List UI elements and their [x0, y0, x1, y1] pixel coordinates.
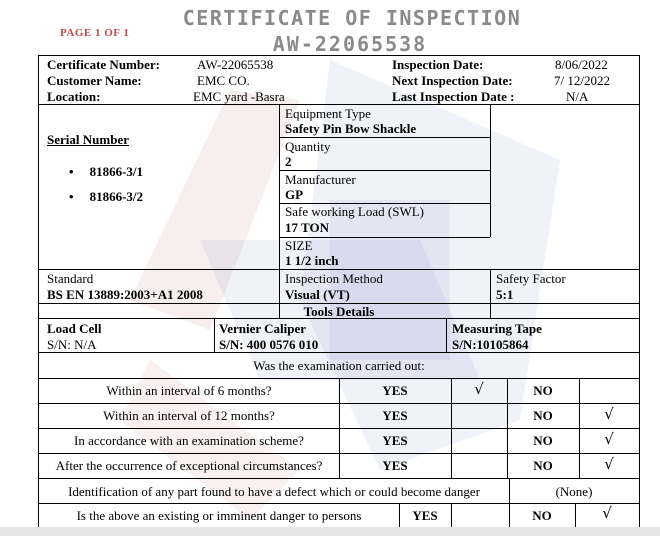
divider	[579, 378, 580, 478]
inspection-date-value: 8/06/2022	[555, 57, 608, 72]
page-label: PAGE 1 OF 1	[60, 27, 130, 39]
inspection-method-label: Inspection Method	[285, 271, 383, 286]
divider	[451, 378, 452, 478]
yes-label: YES	[382, 383, 408, 398]
serial-number-label: Serial Number	[47, 132, 129, 147]
yes-label: YES	[382, 433, 408, 448]
swl-label: Safe working Load (SWL)	[285, 204, 424, 219]
defect-answer: (None)	[555, 484, 593, 499]
manufacturer-value: GP	[285, 187, 304, 202]
cert-number-value: AW-22065538	[197, 57, 274, 72]
certificate-title: CERTIFICATE OF INSPECTION	[182, 6, 522, 30]
defect-question: Identification of any part found to have a defect which or could become danger	[68, 484, 480, 499]
equipment-type-value: Safety Pin Bow Shackle	[285, 121, 417, 136]
divider	[446, 318, 447, 352]
examination-title: Was the examination carried out:	[253, 358, 425, 373]
cert-number-label: Certificate Number:	[47, 57, 160, 72]
checkmark-icon: √	[474, 380, 484, 398]
certificate-title-number: AW-22065538	[272, 32, 428, 56]
vernier-caliper-label: Vernier Caliper	[219, 321, 307, 336]
danger-no-label: NO	[532, 508, 552, 523]
next-inspection-label: Next Inspection Date:	[392, 73, 513, 88]
serial-item: • 81866-3/2	[69, 189, 144, 204]
inspection-form	[38, 55, 640, 527]
inspection-date-label: Inspection Date:	[392, 57, 484, 72]
checkmark-icon: √	[604, 405, 614, 423]
yes-label: YES	[382, 408, 408, 423]
load-cell-sn: S/N: N/A	[47, 337, 97, 352]
quantity-value: 2	[285, 154, 292, 169]
tools-details-title: Tools Details	[303, 304, 375, 319]
no-label: NO	[533, 433, 553, 448]
divider	[279, 137, 490, 138]
no-label: NO	[533, 383, 553, 398]
checkmark-icon: √	[602, 504, 612, 522]
swl-value: 17 TON	[285, 220, 329, 235]
divider	[214, 318, 215, 352]
checkmark-icon: √	[604, 455, 614, 473]
divider	[451, 503, 452, 528]
bullet-icon: •	[69, 189, 74, 204]
size-label: SIZE	[285, 238, 313, 253]
equipment-type-label: Equipment Type	[285, 106, 371, 121]
divider	[39, 318, 639, 319]
divider	[507, 378, 508, 478]
manufacturer-label: Manufacturer	[285, 172, 356, 187]
load-cell-label: Load Cell	[47, 321, 102, 336]
size-value: 1 1/2 inch	[285, 253, 339, 268]
no-label: NO	[533, 458, 553, 473]
exam-question: After the occurrence of exceptional circumstances?	[55, 458, 323, 473]
divider	[39, 352, 639, 353]
serial-item: • 81866-3/1	[69, 164, 144, 179]
exam-question: Within an interval of 12 months?	[103, 408, 275, 423]
measuring-tape-label: Measuring Tape	[452, 321, 542, 336]
last-inspection-value: N/A	[566, 89, 589, 104]
vernier-caliper-sn: S/N: 400 0576 010	[219, 337, 319, 352]
location-label: Location:	[47, 89, 101, 104]
measuring-tape-sn: S/N:10105864	[452, 337, 529, 352]
divider	[39, 503, 639, 504]
quantity-label: Quantity	[285, 139, 331, 154]
exam-question: In accordance with an examination scheme?	[74, 433, 304, 448]
bullet-icon: •	[69, 164, 74, 179]
safety-factor-label: Safety Factor	[496, 271, 566, 286]
customer-label: Customer Name:	[47, 73, 142, 88]
danger-question: Is the above an existing or imminent danger to persons	[76, 508, 362, 523]
checkmark-icon: √	[604, 430, 614, 448]
divider	[339, 378, 340, 478]
safety-factor-value: 5:1	[496, 287, 514, 302]
customer-value: EMC CO.	[197, 73, 250, 88]
location-value: EMC yard -Basra	[193, 89, 285, 104]
inspection-method-value: Visual (VT)	[285, 287, 350, 302]
yes-label: YES	[382, 458, 408, 473]
next-inspection-value: 7/ 12/2022	[554, 73, 610, 88]
danger-yes-label: YES	[412, 508, 438, 523]
standard-label: Standard	[47, 271, 94, 286]
exam-question: Within an interval of 6 months?	[106, 383, 272, 398]
divider	[490, 104, 491, 237]
no-label: NO	[533, 408, 553, 423]
standard-value: BS EN 13889:2003+A1 2008	[47, 287, 203, 302]
divider	[39, 478, 639, 479]
divider	[39, 269, 639, 270]
last-inspection-label: Last Inspection Date :	[392, 89, 515, 104]
divider	[279, 170, 490, 171]
page-edge	[0, 527, 660, 536]
divider	[39, 104, 639, 105]
